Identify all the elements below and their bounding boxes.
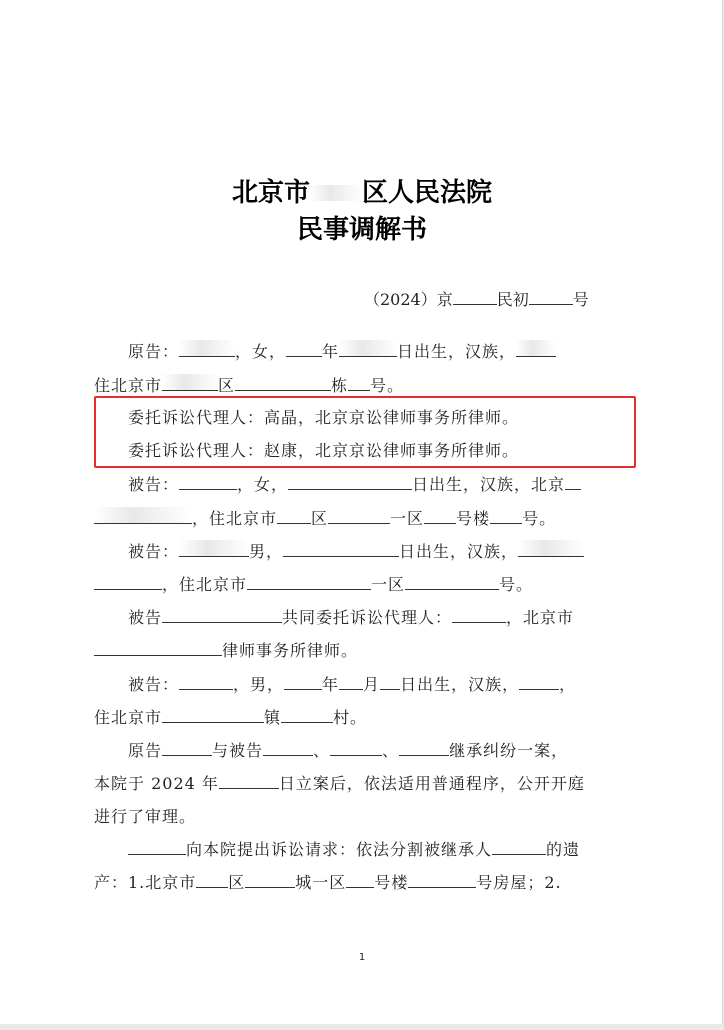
- redacted-blank: [263, 739, 313, 756]
- agent-line-1: 委托诉讼代理人：高晶，北京京讼律师事务所律师。: [128, 408, 520, 427]
- redacted-blank: [452, 606, 506, 623]
- redacted-blank: [128, 838, 186, 855]
- defendant3-address: [94, 706, 367, 730]
- redacted-blank: [399, 739, 449, 756]
- claim-d: 区: [228, 873, 246, 892]
- redacted-blank: [408, 871, 476, 888]
- year-char: 年: [322, 342, 340, 361]
- redacted-blank: [162, 606, 282, 623]
- case-e: 继承纠纷一案，: [449, 741, 569, 760]
- case-suffix: 号: [572, 290, 589, 309]
- redacted-blank: [162, 374, 218, 391]
- court-title: [0, 178, 724, 208]
- def1-born: 日出生，汉族，北京: [412, 475, 566, 494]
- plaintiff-label: 原告：: [128, 342, 180, 361]
- def3-born: 日出生，汉族，: [400, 675, 520, 694]
- redacted-blank: [339, 340, 397, 357]
- def3-comma: ，: [559, 675, 577, 694]
- def-group-city: ，北京市: [506, 608, 575, 627]
- def2-addr-a: ，住北京市: [162, 575, 248, 594]
- def1-addr-c: 一区: [390, 509, 425, 528]
- redacted-blank: [328, 507, 390, 524]
- building: 栋: [331, 376, 349, 395]
- redacted-blank: [94, 573, 162, 590]
- def2-addr-b: 一区: [371, 575, 406, 594]
- redacted-blank: [424, 507, 456, 524]
- redacted-blank: [94, 507, 192, 524]
- redacted-blank: [94, 639, 222, 656]
- redacted-blank: [179, 340, 235, 357]
- redacted-blank: [281, 706, 333, 723]
- redacted-blank: [519, 673, 559, 690]
- court-suffix: 区人民法院: [362, 178, 493, 208]
- redacted-blank: [339, 673, 363, 690]
- def2-addr-c: 号。: [499, 575, 534, 594]
- def-group-label: 被告: [128, 608, 163, 627]
- def3-gender: ，男，: [233, 675, 285, 694]
- redacted-blank: [380, 673, 400, 690]
- redacted-blank: [453, 288, 497, 305]
- defendant1-line: [128, 473, 581, 497]
- redacted-district: [310, 185, 362, 201]
- redacted-blank: [284, 673, 322, 690]
- def3-addr-a: 住北京市: [94, 708, 163, 727]
- redacted-blank: [565, 473, 581, 490]
- redacted-blank: [529, 288, 573, 305]
- def1-addr-d: 号楼: [456, 509, 491, 528]
- redacted-blank: [245, 871, 295, 888]
- def1-addr-b: 区: [311, 509, 329, 528]
- claim-b: 的遗: [546, 840, 581, 859]
- case-c: 、: [313, 741, 331, 760]
- defendant2-address: [94, 573, 533, 597]
- filing-line: [94, 772, 585, 796]
- redacted-blank: [490, 507, 522, 524]
- redacted-blank: [162, 739, 212, 756]
- def3-month: 月: [363, 675, 381, 694]
- redacted-blank: [179, 540, 249, 557]
- case-number: [364, 288, 589, 312]
- number-end: 号。: [370, 376, 405, 395]
- case-d: 、: [382, 741, 400, 760]
- claim-f: 号楼: [374, 873, 409, 892]
- def2-gender: 男，: [249, 542, 284, 561]
- redacted-blank: [288, 473, 412, 490]
- redacted-blank: [286, 340, 322, 357]
- def2-label: 被告：: [128, 542, 180, 561]
- redacted-blank: [247, 573, 371, 590]
- claim-a: 向本院提出诉讼请求：依法分割被继承人: [186, 840, 493, 859]
- plaintiff-address: [94, 374, 404, 398]
- trial-line: 进行了审理。: [94, 807, 197, 826]
- def1-addr-a: ，住北京市: [192, 509, 278, 528]
- redacted-blank: [330, 739, 382, 756]
- document-type: 民事调解书: [296, 215, 427, 245]
- case-line: [128, 739, 568, 763]
- claim-g: 号房屋；2.: [476, 873, 562, 892]
- redacted-blank: [162, 706, 264, 723]
- redacted-blank: [405, 573, 499, 590]
- redacted-blank: [283, 540, 399, 557]
- redacted-blank: [346, 871, 374, 888]
- filed-b: 日立案后，依法适用普通程序，公开开庭: [278, 774, 585, 793]
- redacted-blank: [277, 507, 311, 524]
- joint-agent-line: [128, 606, 574, 630]
- case-a: 原告: [128, 741, 163, 760]
- page-number: 1: [358, 952, 366, 963]
- def1-label: 被告：: [128, 475, 180, 494]
- def3-addr-c: 村。: [333, 708, 368, 727]
- redacted-blank: [196, 871, 228, 888]
- case-b: 与被告: [212, 741, 264, 760]
- redacted-blank: [219, 772, 279, 789]
- redacted-blank: [492, 838, 546, 855]
- claim-line: [128, 838, 580, 862]
- claim-c: 产：1.北京市: [94, 873, 197, 892]
- defendant1-address: [94, 507, 556, 531]
- agent-line-2: 委托诉讼代理人：赵康，北京京讼律师事务所律师。: [128, 441, 520, 460]
- redacted-blank: [179, 473, 237, 490]
- def-group-agent: 共同委托诉讼代理人：: [282, 608, 453, 627]
- district: 区: [218, 376, 236, 395]
- redacted-blank: [179, 673, 233, 690]
- defendant3-line: [128, 673, 576, 697]
- case-year: （2024）京: [364, 290, 453, 309]
- born-ethnic: 日出生，汉族，: [397, 342, 517, 361]
- def3-year: 年: [322, 675, 340, 694]
- residence-prefix: 住北京市: [94, 376, 163, 395]
- case-mid: 民初: [496, 290, 529, 309]
- filed-a: 本院于 2024 年: [94, 774, 219, 793]
- redacted-blank: [518, 540, 584, 557]
- def1-gender: ，女，: [237, 475, 289, 494]
- def2-born: 日出生，汉族，: [399, 542, 519, 561]
- claim-e: 城一区: [295, 873, 347, 892]
- def3-addr-b: 镇: [264, 708, 282, 727]
- def-group-firm: 律师事务所律师。: [222, 641, 359, 660]
- joint-agent-firm: [94, 639, 358, 663]
- redacted-blank: [348, 374, 370, 391]
- def3-label: 被告：: [128, 675, 180, 694]
- plaintiff-line: [128, 340, 556, 364]
- defendant2-line: [128, 540, 584, 564]
- redacted-blank: [235, 374, 331, 391]
- def1-addr-e: 号。: [522, 509, 557, 528]
- court-prefix: 北京市: [231, 178, 310, 208]
- redacted-blank: [516, 340, 556, 357]
- plaintiff-gender: ，女，: [235, 342, 287, 361]
- claim-line-2: [94, 871, 562, 895]
